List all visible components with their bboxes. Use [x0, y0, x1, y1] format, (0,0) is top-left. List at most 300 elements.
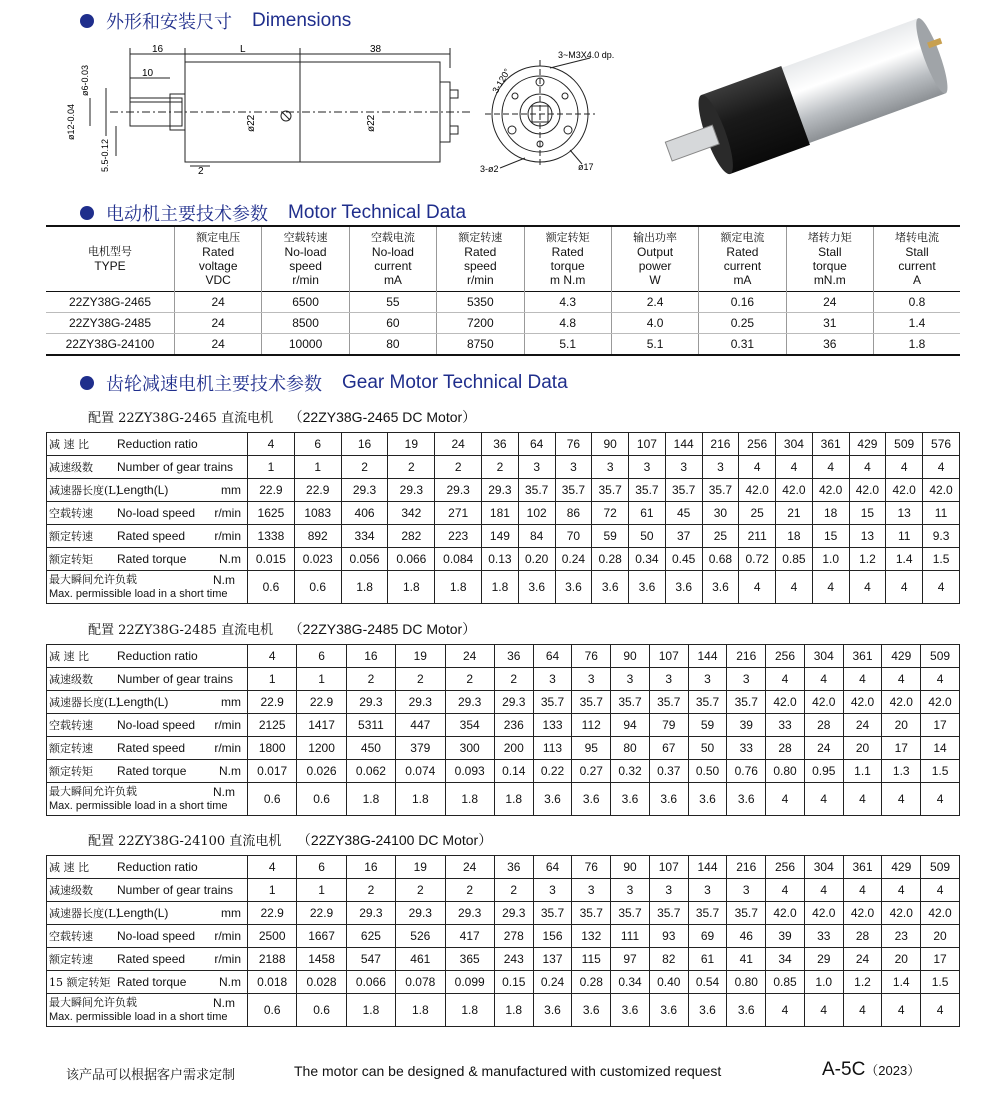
gear-cell: 42.0	[812, 479, 849, 502]
motor-cell: 5350	[437, 292, 524, 313]
gear-cell: 4	[882, 879, 921, 902]
gear-cell: 25	[702, 525, 739, 548]
gear-cell: 42.0	[921, 691, 960, 714]
dia-6-label: ø6-0.03	[80, 64, 90, 96]
gear-cell: 86	[555, 502, 592, 525]
gear-cell: 35.7	[572, 902, 611, 925]
gear-cell: 16	[341, 433, 388, 456]
gear-cell: 42.0	[923, 479, 960, 502]
gear-cell: 42.0	[766, 691, 805, 714]
gear-cell: 3.6	[533, 994, 572, 1027]
gear-cell: 450	[346, 737, 395, 760]
gear-cell: 3.6	[629, 571, 666, 604]
gear-cell: 304	[804, 645, 843, 668]
gear-row-label: 减速器长度(L) Length(L) mm	[47, 479, 248, 502]
gear-cell: 1.4	[882, 971, 921, 994]
motor-cell: 2.4	[611, 292, 698, 313]
gear-cell: 25	[739, 502, 776, 525]
gear-row-label: 减速器长度(L) Length(L) mm	[47, 691, 248, 714]
gear-cell: 0.6	[248, 783, 297, 816]
gear-cell: 29.3	[396, 902, 445, 925]
gear-cell: 429	[849, 433, 886, 456]
gear-cell: 35.7	[629, 479, 666, 502]
gear-cell: 113	[533, 737, 572, 760]
gear-cell: 271	[435, 502, 482, 525]
gear-cell: 70	[555, 525, 592, 548]
gear-cell: 1.8	[445, 994, 494, 1027]
gear-cell: 236	[494, 714, 533, 737]
gear-cell: 429	[882, 645, 921, 668]
gear-cell: 0.24	[555, 548, 592, 571]
gear-row	[47, 548, 960, 571]
gear-cell: 107	[629, 433, 666, 456]
gear-row-label: 减 速 比 Reduction ratio	[47, 645, 248, 668]
gear-cell: 2125	[248, 714, 297, 737]
gear-cell: 1	[248, 456, 295, 479]
gear-cell: 35.7	[518, 479, 555, 502]
gear-cell: 35.7	[688, 902, 727, 925]
gear-cell: 90	[592, 433, 629, 456]
gear-cell: 406	[341, 502, 388, 525]
gear-cell: 29.3	[494, 902, 533, 925]
motor-cell: 55	[349, 292, 436, 313]
col-voltage-header: 额定电压 Rated voltage VDC	[175, 226, 262, 292]
gear-cell: 1	[297, 668, 346, 691]
gear-cell: 2	[346, 879, 395, 902]
gear-cell: 137	[533, 948, 572, 971]
dia-2-label: 3-ø2	[480, 164, 499, 174]
gear-cell: 1.5	[921, 971, 960, 994]
gear-cell: 3	[649, 668, 688, 691]
motor-cell: 1.4	[874, 313, 961, 334]
motor-row	[46, 313, 960, 334]
gear-cell: 4	[248, 433, 295, 456]
gear-row-label: 最大瞬间允许负载 N.m Max. permissible load in a short time	[47, 783, 248, 816]
gear-cell: 0.28	[592, 548, 629, 571]
gear-cell: 447	[396, 714, 445, 737]
gear-cell: 35.7	[592, 479, 629, 502]
col-stall-torque-header: 堵转力矩 Stall torque mN.m	[786, 226, 873, 292]
gear-cell: 0.6	[294, 571, 341, 604]
gear-cell: 300	[445, 737, 494, 760]
dim-l-label: L	[240, 44, 246, 55]
gear-cell: 1.4	[886, 548, 923, 571]
gear-cell: 3.6	[572, 783, 611, 816]
gear-cell: 64	[518, 433, 555, 456]
gear-cell: 0.95	[804, 760, 843, 783]
gear-row	[47, 994, 960, 1027]
gear-cell: 35.7	[727, 691, 766, 714]
gear-cell: 42.0	[776, 479, 813, 502]
gear-cell: 42.0	[882, 691, 921, 714]
gear-cell: 1800	[248, 737, 297, 760]
gear-cell: 0.074	[396, 760, 445, 783]
gear-row-label: 最大瞬间允许负载 N.m Max. permissible load in a short time	[47, 994, 248, 1027]
motor-photo	[650, 22, 960, 182]
gear-cell: 2	[341, 456, 388, 479]
gear-row-label: 减 速 比 Reduction ratio	[47, 856, 248, 879]
gear-row-label: 空载转速 No-load speed r/min	[47, 714, 248, 737]
dim-5-5-label: 5.5-0.12	[100, 138, 110, 172]
gear-cell: 15	[812, 525, 849, 548]
gear-cell: 29.3	[482, 479, 519, 502]
gear-cell: 304	[776, 433, 813, 456]
gear-cell: 20	[843, 737, 882, 760]
gear-cell: 4	[766, 994, 805, 1027]
angle-label: 3-120°	[490, 66, 513, 95]
gear-cell: 6	[297, 645, 346, 668]
gear-cell: 1.0	[804, 971, 843, 994]
gear-cell: 80	[611, 737, 650, 760]
gear-cell: 0.14	[494, 760, 533, 783]
gear-cell: 3.6	[592, 571, 629, 604]
gear-cell: 1	[294, 456, 341, 479]
gear-table-2465	[46, 432, 960, 604]
motor-cell: 5.1	[611, 334, 698, 356]
gear-cell: 3	[688, 668, 727, 691]
gear-cell: 72	[592, 502, 629, 525]
gear-cell: 3	[727, 879, 766, 902]
gear-cell: 93	[649, 925, 688, 948]
gear-data-heading: 齿轮减速电机主要技术参数 Gear Motor Technical Data	[80, 370, 568, 396]
gear-cell: 4	[921, 994, 960, 1027]
gear-cell: 21	[776, 502, 813, 525]
gear-cell: 3.6	[611, 783, 650, 816]
gear-cell: 1083	[294, 502, 341, 525]
gear-cell: 1.5	[921, 760, 960, 783]
gear-cell: 3.6	[702, 571, 739, 604]
gear-row-label: 额定转矩 Rated torque N.m	[47, 548, 248, 571]
gear-cell: 11	[923, 502, 960, 525]
gear-cell: 24	[435, 433, 482, 456]
gear-cell: 1417	[297, 714, 346, 737]
gear-cell: 0.80	[727, 971, 766, 994]
gear-row	[47, 479, 960, 502]
bullet-icon	[80, 14, 94, 28]
gear-cell: 1.8	[396, 994, 445, 1027]
gear-row	[47, 645, 960, 668]
gear-cell: 278	[494, 925, 533, 948]
dim-16-label: 16	[152, 44, 164, 55]
gear-cell: 3.6	[518, 571, 555, 604]
motor-cell: 1.8	[874, 334, 961, 356]
gear-cell: 36	[494, 856, 533, 879]
gear-cell: 20	[882, 948, 921, 971]
gear-cell: 0.40	[649, 971, 688, 994]
gear-cell: 282	[388, 525, 435, 548]
gear-cell: 19	[396, 645, 445, 668]
gear-cell: 29	[804, 948, 843, 971]
gear-cell: 36	[482, 433, 519, 456]
gear-cell: 30	[702, 502, 739, 525]
gear-cell: 156	[533, 925, 572, 948]
col-rated-speed-header: 额定转速 Rated speed r/min	[437, 226, 524, 292]
gear-cell: 256	[766, 645, 805, 668]
gear-cell: 4	[849, 571, 886, 604]
gear-cell: 29.3	[445, 902, 494, 925]
gear-cell: 2500	[248, 925, 297, 948]
gear-row-label: 空载转速 No-load speed r/min	[47, 502, 248, 525]
gear-cell: 2	[435, 456, 482, 479]
gear-cell: 5311	[346, 714, 395, 737]
motor-cell: 6500	[262, 292, 349, 313]
gear-cell: 4	[923, 456, 960, 479]
gear-table-2485	[46, 644, 960, 816]
gear-cell: 1	[297, 879, 346, 902]
gear-row-label: 减速级数 Number of gear trains	[47, 668, 248, 691]
gear-cell: 2	[445, 668, 494, 691]
gear-cell: 35.7	[572, 691, 611, 714]
gear-cell: 0.54	[688, 971, 727, 994]
gear-cell: 3.6	[572, 994, 611, 1027]
motor-cell: 7200	[437, 313, 524, 334]
gear-cell: 4	[923, 571, 960, 604]
motor-cell: 4.0	[611, 313, 698, 334]
gear-cell: 243	[494, 948, 533, 971]
gear-cell: 4	[882, 668, 921, 691]
gear-cell: 3	[533, 668, 572, 691]
gear-cell: 0.24	[533, 971, 572, 994]
gear-cell: 1.8	[445, 783, 494, 816]
gear-cell: 42.0	[766, 902, 805, 925]
gear-cell: 3	[649, 879, 688, 902]
gear-cell: 2	[346, 668, 395, 691]
gear-cell: 95	[572, 737, 611, 760]
gear-cell: 35.7	[727, 902, 766, 925]
motor-table-header	[46, 226, 960, 292]
gear-row	[47, 691, 960, 714]
gear-cell: 20	[921, 925, 960, 948]
gear-cell: 509	[921, 856, 960, 879]
motor-cell: 22ZY38G-2465	[46, 292, 175, 313]
gear-cell: 4	[843, 994, 882, 1027]
gear-cell: 2	[396, 879, 445, 902]
gear-cell: 67	[649, 737, 688, 760]
gear-cell: 64	[533, 856, 572, 879]
gear-cell: 4	[882, 994, 921, 1027]
gear-cell: 509	[921, 645, 960, 668]
gear-cell: 39	[766, 925, 805, 948]
gear-cell: 461	[396, 948, 445, 971]
gear-cell: 0.056	[341, 548, 388, 571]
gear-cell: 361	[843, 645, 882, 668]
gear-cell: 24	[843, 714, 882, 737]
gear-cell: 28	[804, 714, 843, 737]
gear-cell: 102	[518, 502, 555, 525]
gear-cell: 37	[665, 525, 702, 548]
gear-cell: 19	[388, 433, 435, 456]
gear-cell: 0.099	[445, 971, 494, 994]
motor-cell: 24	[175, 313, 262, 334]
gear-cell: 216	[727, 645, 766, 668]
gear-cell: 144	[665, 433, 702, 456]
gear-cell: 4	[921, 783, 960, 816]
motor-data-heading: 电动机主要技术参数 Motor Technical Data	[80, 200, 466, 226]
motor-cell: 36	[786, 334, 873, 356]
motor-cell: 24	[175, 334, 262, 356]
gear-cell: 2	[445, 879, 494, 902]
gear-cell: 3	[688, 879, 727, 902]
gear-cell: 3	[727, 668, 766, 691]
gear-cell: 79	[649, 714, 688, 737]
gear-cell: 13	[849, 525, 886, 548]
gear-cell: 33	[766, 714, 805, 737]
gear-row-label: 额定转矩 Rated torque N.m	[47, 760, 248, 783]
gear-cell: 22.9	[248, 902, 297, 925]
gear-cell: 35.7	[702, 479, 739, 502]
gear-row-label: 减速级数 Number of gear trains	[47, 879, 248, 902]
gear-cell: 6	[297, 856, 346, 879]
col-rated-torque-header: 额定转矩 Rated torque m N.m	[524, 226, 611, 292]
gear-cell: 1.8	[494, 783, 533, 816]
gear-cell: 429	[882, 856, 921, 879]
gear-cell: 1.1	[843, 760, 882, 783]
gear-cell: 35.7	[665, 479, 702, 502]
gear-cell: 46	[727, 925, 766, 948]
gear-cell: 29.3	[346, 691, 395, 714]
gear-cell: 94	[611, 714, 650, 737]
gear-cell: 115	[572, 948, 611, 971]
gear-cell: 509	[886, 433, 923, 456]
gear-cell: 29.3	[396, 691, 445, 714]
gear-cell: 365	[445, 948, 494, 971]
gear-row-label: 额定转速 Rated speed r/min	[47, 948, 248, 971]
gear-row	[47, 502, 960, 525]
gear-cell: 1.8	[435, 571, 482, 604]
gear-cell: 22.9	[248, 691, 297, 714]
gear-cell: 59	[592, 525, 629, 548]
gear-cell: 0.85	[776, 548, 813, 571]
gear-cell: 4	[882, 783, 921, 816]
dimensions-heading: 外形和安装尺寸 Dimensions	[80, 8, 351, 34]
gear-cell: 133	[533, 714, 572, 737]
gear-cell: 14	[921, 737, 960, 760]
config-title-2465: 配置 22ZY38G-2465 直流电机 （22ZY38G-2465 DC Motor）	[88, 409, 477, 426]
gear-cell: 29.3	[388, 479, 435, 502]
gear-cell: 24	[445, 856, 494, 879]
gear-cell: 61	[688, 948, 727, 971]
gear-cell: 90	[611, 856, 650, 879]
gear-cell: 24	[445, 645, 494, 668]
gear-cell: 2	[494, 668, 533, 691]
gear-row	[47, 902, 960, 925]
gear-cell: 4	[843, 783, 882, 816]
gear-cell: 29.3	[435, 479, 482, 502]
dia-22-motor-label: ø22	[366, 114, 377, 132]
gear-cell: 4	[804, 668, 843, 691]
gear-cell: 1.2	[843, 971, 882, 994]
gear-cell: 42.0	[843, 902, 882, 925]
gear-cell: 33	[727, 737, 766, 760]
motor-technical-table	[46, 225, 960, 356]
gear-cell: 3	[533, 879, 572, 902]
gear-row	[47, 668, 960, 691]
gear-cell: 112	[572, 714, 611, 737]
gear-cell: 342	[388, 502, 435, 525]
gear-cell: 3.6	[727, 783, 766, 816]
gear-cell: 4	[812, 456, 849, 479]
gear-cell: 0.028	[297, 971, 346, 994]
gear-cell: 361	[843, 856, 882, 879]
motor-cell: 5.1	[524, 334, 611, 356]
gear-cell: 216	[727, 856, 766, 879]
gear-cell: 3.6	[727, 994, 766, 1027]
gear-cell: 0.27	[572, 760, 611, 783]
gear-cell: 29.3	[346, 902, 395, 925]
gear-cell: 132	[572, 925, 611, 948]
gear-cell: 61	[629, 502, 666, 525]
col-rated-current-header: 额定电流 Rated current mA	[699, 226, 786, 292]
gear-cell: 22.9	[294, 479, 341, 502]
gear-cell: 42.0	[804, 902, 843, 925]
gear-cell: 20	[882, 714, 921, 737]
gear-cell: 4	[921, 668, 960, 691]
gear-cell: 0.76	[727, 760, 766, 783]
gear-row-label: 额定转速 Rated speed r/min	[47, 737, 248, 760]
gear-cell: 526	[396, 925, 445, 948]
gear-cell: 4	[776, 571, 813, 604]
gear-cell: 1.8	[388, 571, 435, 604]
gear-cell: 19	[396, 856, 445, 879]
gear-cell: 35.7	[688, 691, 727, 714]
gear-table-24100	[46, 855, 960, 1027]
gear-cell: 1	[248, 668, 297, 691]
gear-cell: 1	[248, 879, 297, 902]
gear-cell: 17	[921, 948, 960, 971]
gear-cell: 0.066	[346, 971, 395, 994]
gear-row	[47, 948, 960, 971]
gear-cell: 1.8	[482, 571, 519, 604]
gear-cell: 0.80	[766, 760, 805, 783]
gear-cell: 50	[629, 525, 666, 548]
gear-row-label: 空载转速 No-load speed r/min	[47, 925, 248, 948]
motor-cell: 80	[349, 334, 436, 356]
gear-cell: 42.0	[886, 479, 923, 502]
gear-cell: 29.3	[494, 691, 533, 714]
page-number: A-5C（2023）	[822, 1059, 921, 1080]
gear-cell: 334	[341, 525, 388, 548]
gear-cell: 3	[611, 879, 650, 902]
gear-row-label: 减速级数 Number of gear trains	[47, 456, 248, 479]
gear-cell: 4	[804, 994, 843, 1027]
gear-cell: 181	[482, 502, 519, 525]
gear-cell: 0.093	[445, 760, 494, 783]
gear-cell: 2	[494, 879, 533, 902]
gear-cell: 45	[665, 502, 702, 525]
gear-cell: 304	[804, 856, 843, 879]
gear-cell: 0.50	[688, 760, 727, 783]
gear-cell: 354	[445, 714, 494, 737]
gear-cell: 35.7	[611, 691, 650, 714]
motor-cell: 4.3	[524, 292, 611, 313]
gear-cell: 0.68	[702, 548, 739, 571]
gear-cell: 2	[482, 456, 519, 479]
gear-cell: 3	[592, 456, 629, 479]
gear-cell: 3.6	[555, 571, 592, 604]
gear-cell: 211	[739, 525, 776, 548]
gear-cell: 84	[518, 525, 555, 548]
gear-cell: 4	[886, 571, 923, 604]
gear-cell: 0.6	[248, 571, 295, 604]
gear-cell: 41	[727, 948, 766, 971]
gear-cell: 4	[843, 879, 882, 902]
gear-cell: 200	[494, 737, 533, 760]
gear-cell: 1.3	[882, 760, 921, 783]
gear-cell: 3	[629, 456, 666, 479]
gear-cell: 97	[611, 948, 650, 971]
gear-row	[47, 571, 960, 604]
gear-cell: 18	[812, 502, 849, 525]
